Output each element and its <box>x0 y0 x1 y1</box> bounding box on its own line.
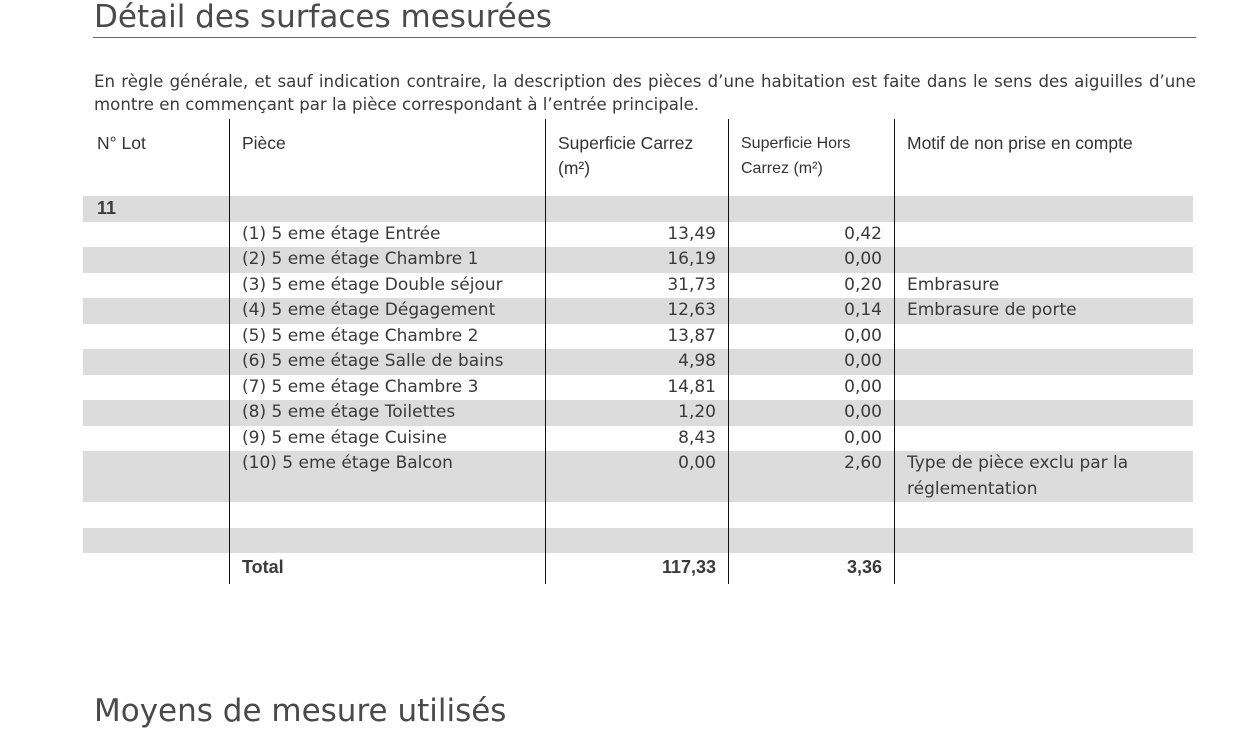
hors-carrez-cell: 0,00 <box>728 247 894 273</box>
hors-carrez-cell: 0,42 <box>728 222 894 248</box>
table-row <box>83 298 1193 324</box>
motif-cell <box>894 375 1193 401</box>
carrez-cell: 14,81 <box>545 375 728 401</box>
surfaces-table <box>83 119 1193 584</box>
total-label: Total <box>229 553 545 584</box>
next-section-title: Moyens de mesure utilisés <box>94 693 507 729</box>
motif-cell <box>894 426 1193 452</box>
piece-cell: (6) 5 eme étage Salle de bains <box>229 349 545 375</box>
piece-cell: (8) 5 eme étage Toilettes <box>229 400 545 426</box>
carrez-cell: 31,73 <box>545 273 728 299</box>
piece-cell: (5) 5 eme étage Chambre 2 <box>229 324 545 350</box>
table-row <box>83 273 1193 299</box>
total-row <box>83 553 1193 584</box>
motif-cell: Type de pièce exclu par la réglementation <box>894 451 1193 502</box>
total-carrez: 117,33 <box>545 553 728 584</box>
lot-cell <box>83 375 229 401</box>
lot-row <box>83 196 1193 222</box>
piece-cell: (9) 5 eme étage Cuisine <box>229 426 545 452</box>
hors-carrez-cell: 0,20 <box>728 273 894 299</box>
hors-carrez-cell: 0,00 <box>728 400 894 426</box>
carrez-cell: 12,63 <box>545 298 728 324</box>
blank-row <box>83 528 1193 554</box>
table-row <box>83 400 1193 426</box>
header-motif: Motif de non prise en compte <box>894 119 1193 196</box>
table-row <box>83 349 1193 375</box>
piece-cell: (3) 5 eme étage Double séjour <box>229 273 545 299</box>
lot-cell <box>83 298 229 324</box>
lot-number: 11 <box>97 198 117 218</box>
lot-cell <box>83 451 229 502</box>
intro-paragraph: En règle générale, et sauf indication contraire, la description des pièces d’une habitation est faite dans le sens des aiguilles d’une montre en commençant par la pièce correspondant à l’entrée principale. <box>94 72 1196 114</box>
piece-cell: (4) 5 eme étage Dégagement <box>229 298 545 324</box>
piece-cell: (1) 5 eme étage Entrée <box>229 222 545 248</box>
carrez-cell: 4,98 <box>545 349 728 375</box>
header-piece: Pièce <box>229 119 545 196</box>
table-row <box>83 222 1193 248</box>
hors-carrez-cell: 0,00 <box>728 349 894 375</box>
motif-cell: Embrasure <box>894 273 1193 299</box>
piece-cell: (2) 5 eme étage Chambre 1 <box>229 247 545 273</box>
hors-carrez-cell: 0,00 <box>728 375 894 401</box>
blank-row <box>83 502 1193 528</box>
table-row <box>83 247 1193 273</box>
lot-cell <box>83 273 229 299</box>
hors-carrez-cell: 2,60 <box>728 451 894 502</box>
carrez-cell: 13,49 <box>545 222 728 248</box>
motif-cell <box>894 324 1193 350</box>
motif-cell <box>894 247 1193 273</box>
total-hors-carrez: 3,36 <box>728 553 894 584</box>
carrez-cell: 8,43 <box>545 426 728 452</box>
motif-cell <box>894 222 1193 248</box>
lot-cell <box>83 426 229 452</box>
piece-cell: (7) 5 eme étage Chambre 3 <box>229 375 545 401</box>
table-row <box>83 451 1193 502</box>
motif-cell: Embrasure de porte <box>894 298 1193 324</box>
table-row <box>83 426 1193 452</box>
hors-carrez-cell: 0,00 <box>728 426 894 452</box>
table-row <box>83 324 1193 350</box>
carrez-cell: 1,20 <box>545 400 728 426</box>
motif-cell <box>894 400 1193 426</box>
lot-cell <box>83 222 229 248</box>
hors-carrez-cell: 0,14 <box>728 298 894 324</box>
carrez-cell: 13,87 <box>545 324 728 350</box>
table-row <box>83 375 1193 401</box>
room-rows <box>83 222 1193 503</box>
header-hors-carrez: Superficie Hors Carrez (m²) <box>728 119 894 196</box>
section-title: Détail des surfaces mesurées <box>94 0 552 35</box>
lot-cell <box>83 349 229 375</box>
title-underline <box>93 37 1196 38</box>
carrez-cell: 16,19 <box>545 247 728 273</box>
lot-cell <box>83 247 229 273</box>
piece-cell: (10) 5 eme étage Balcon <box>229 451 545 502</box>
carrez-cell: 0,00 <box>545 451 728 502</box>
lot-cell <box>83 400 229 426</box>
table-header-row <box>83 119 1193 196</box>
lot-cell <box>83 324 229 350</box>
header-lot: N° Lot <box>97 133 146 153</box>
hors-carrez-cell: 0,00 <box>728 324 894 350</box>
header-carrez: Superficie Carrez (m²) <box>545 119 728 196</box>
motif-cell <box>894 349 1193 375</box>
